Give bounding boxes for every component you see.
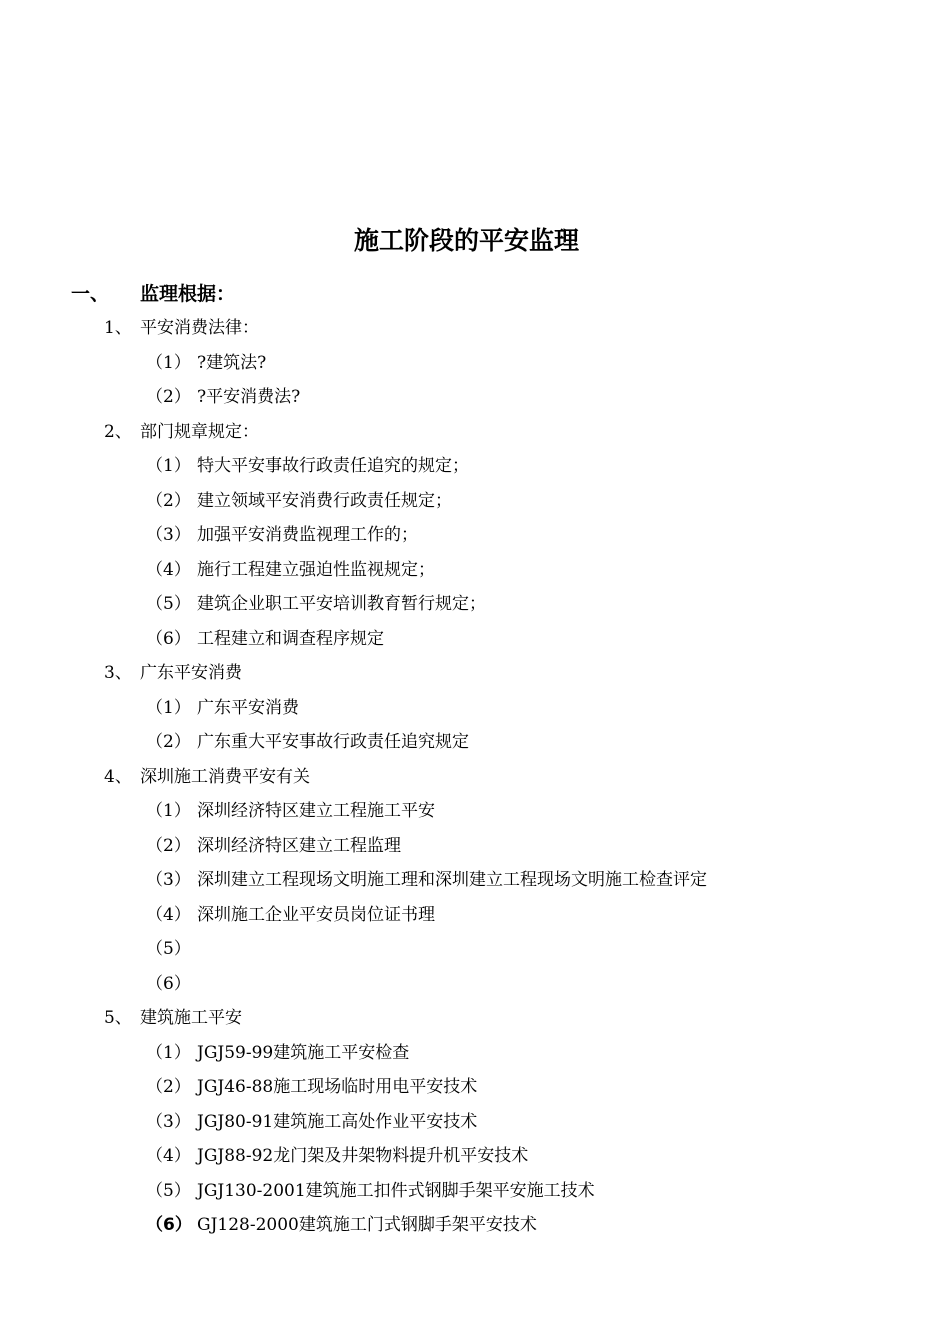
list-group-heading [0,415,950,450]
list-group-heading [0,311,950,346]
item-number: （1） [146,1042,191,1063]
group-label: 建筑施工平安 [140,1008,242,1028]
item-number: （4） [146,559,191,580]
item-text: ?建筑法? [197,352,267,373]
list-item [0,1174,950,1209]
item-number: （6） [146,628,191,649]
group-label: 部门规章规定： [140,421,259,442]
list-item [0,380,950,415]
group-label: 平安消费法律： [140,318,259,338]
list-item [0,1105,950,1140]
item-text: 建筑企业职工平安培训教育暂行规定； [197,594,486,614]
list-item [0,691,950,726]
item-number: （2） [146,1077,191,1097]
item-number: （5） [146,1180,191,1201]
list-item [0,898,950,933]
list-item [0,1036,950,1071]
item-number: （1） [146,801,191,821]
item-text: JGJ59-99建筑施工平安检查 [197,1042,410,1063]
group-number: 3、 [104,663,132,683]
item-text: JGJ130-2001建筑施工扣件式钢脚手架平安施工技术 [197,1180,595,1201]
item-number: （6） [146,973,191,994]
group-label: 广东平安消费 [140,663,242,683]
item-text: 施行工程建立强迫性监视规定； [197,559,435,580]
item-text: JGJ88-92龙门架及井架物料提升机平安技术 [197,1146,529,1166]
list-item [0,622,950,657]
list-group-heading [0,656,950,691]
item-number: （2） [146,387,191,407]
group-number: 5、 [104,1008,132,1028]
item-text: 加强平安消费监视理工作的； [197,525,418,545]
item-number: （5） [146,939,191,959]
item-text: 建立领域平安消费行政责任规定； [197,490,452,511]
page-title: 施工阶段的平安监理 [353,226,579,255]
item-number: （1） [146,456,191,476]
list-item [0,449,950,484]
list-item [0,863,950,898]
item-number: （3） [146,870,191,890]
item-text: 深圳施工企业平安员岗位证书理 [197,904,435,925]
section-title: 监理根据： [140,283,236,305]
list-item [0,829,950,864]
list-item [0,587,950,622]
list-item [0,932,950,967]
item-number: （2） [146,835,191,856]
item-text: 深圳经济特区建立工程监理 [197,835,401,856]
group-number: 2、 [104,421,132,442]
item-number: （6） [146,1215,192,1235]
list-group-heading [0,1001,950,1036]
item-number: （4） [146,1146,191,1166]
list-item [0,1139,950,1174]
section-number: 一、 [71,283,110,305]
list-item [0,553,950,588]
list-item [0,1070,950,1105]
item-number: （2） [146,732,191,752]
regulation-list [0,311,950,1243]
item-number: （5） [146,594,191,614]
item-text: 特大平安事故行政责任追究的规定； [197,456,469,476]
group-number: 4、 [104,766,132,787]
group-number: 1、 [104,318,132,338]
list-item [0,518,950,553]
list-group-heading [0,760,950,795]
item-number: （1） [146,352,191,373]
item-number: （2） [146,490,191,511]
item-text: 广东平安消费 [197,697,299,718]
item-text: GJ128-2000建筑施工门式钢脚手架平安技术 [197,1215,537,1235]
list-item [0,794,950,829]
item-text: 广东重大平安事故行政责任追究规定 [197,732,469,752]
item-number: （4） [146,904,191,925]
list-item [0,346,950,381]
item-text: JGJ46-88施工现场临时用电平安技术 [197,1077,478,1097]
group-label: 深圳施工消费平安有关 [140,766,310,787]
list-item [0,484,950,519]
item-text: 深圳经济特区建立工程施工平安 [197,801,435,821]
item-text: ?平安消费法? [197,387,301,407]
item-number: （1） [146,697,191,718]
item-number: （3） [146,525,191,545]
list-item [0,725,950,760]
item-text: JGJ80-91建筑施工高处作业平安技术 [197,1111,478,1132]
item-number: （3） [146,1111,191,1132]
list-item [0,1208,950,1243]
list-item [0,967,950,1002]
item-text: 工程建立和调查程序规定 [197,628,384,649]
item-text: 深圳建立工程现场文明施工理和深圳建立工程现场文明施工检查评定 [197,870,707,890]
